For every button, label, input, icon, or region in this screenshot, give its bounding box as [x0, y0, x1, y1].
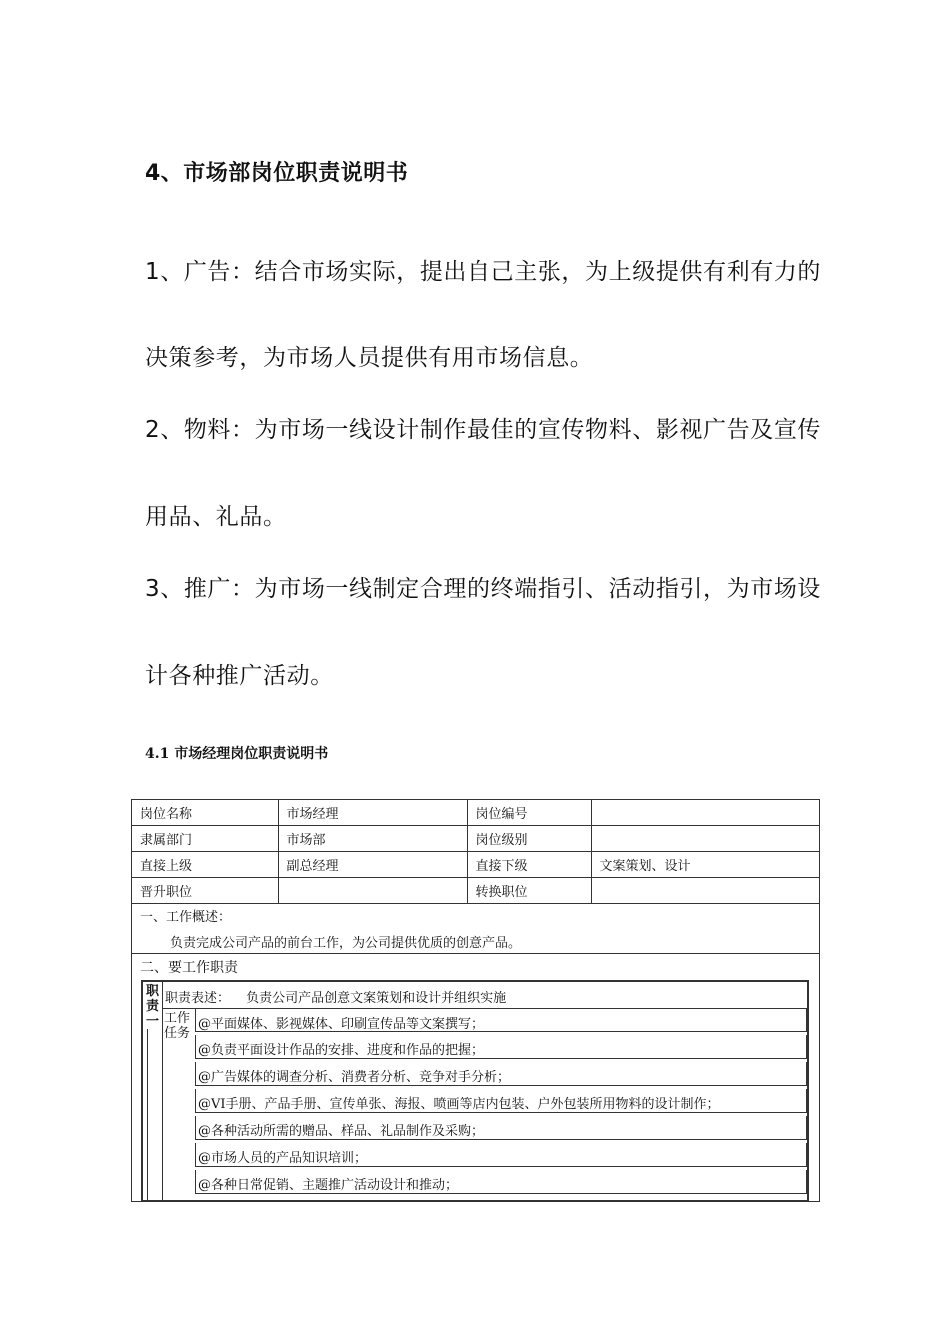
field-label: 直接下级: [467, 852, 591, 878]
duty-block: [141, 980, 809, 1202]
duty-desc-label: 职责表述：: [165, 991, 231, 1006]
paragraph-line: 3、推广：为市场一线制定合理的终端指引、活动指引，为市场设: [145, 576, 822, 602]
field-label: 岗位级别: [467, 826, 591, 852]
table-row: [132, 852, 819, 878]
field-label: 岗位编号: [467, 800, 591, 826]
task-item: @负责平面设计作品的安排、进度和作品的把握；: [195, 1035, 807, 1059]
duties-title: 二、要工作职责: [140, 960, 238, 976]
position-info-grid: [132, 800, 819, 904]
field-value: [591, 878, 819, 904]
task-item: @市场人员的产品知识培训；: [195, 1143, 807, 1167]
field-value: 文案策划、设计: [591, 852, 819, 878]
task-item: @平面媒体、影视媒体、印刷宣传品等文案撰写；: [195, 1008, 807, 1032]
field-label: 晋升职位: [132, 878, 278, 904]
overview-title: 一、工作概述：: [140, 910, 232, 925]
duty-tag: 职责一: [143, 982, 163, 1200]
field-value: [278, 878, 467, 904]
paragraph-line: 用品、礼品。: [145, 504, 287, 530]
field-value: [591, 826, 819, 852]
task-item: @各种活动所需的赠品、样品、礼品制作及采购；: [195, 1116, 807, 1140]
table-row: [132, 826, 819, 852]
section-heading: 4、市场部岗位职责说明书: [145, 161, 409, 186]
field-label: 岗位名称: [132, 800, 278, 826]
subsection-heading: 4.1 市场经理岗位职责说明书: [145, 746, 329, 762]
paragraph-line: 2、物料：为市场一线设计制作最佳的宣传物料、影视广告及宣传: [145, 417, 822, 443]
field-value: 市场经理: [278, 800, 467, 826]
task-item: @VI手册、产品手册、宣传单张、海报、喷画等店内包装、户外包装所用物料的设计制作；: [195, 1089, 807, 1113]
field-label: 隶属部门: [132, 826, 278, 852]
task-item: @广告媒体的调查分析、消费者分析、竞争对手分析；: [195, 1062, 807, 1086]
task-item: @各种日常促销、主题推广活动设计和推动；: [195, 1170, 807, 1194]
task-label: 工作任务: [164, 1011, 191, 1041]
overview-body: 负责完成公司产品的前台工作，为公司提供优质的创意产品。: [170, 936, 522, 951]
field-value: 市场部: [278, 826, 467, 852]
field-value: [591, 800, 819, 826]
field-label: 直接上级: [132, 852, 278, 878]
task-list: [195, 1009, 807, 1197]
paragraph-line: 1、广告：结合市场实际，提出自己主张，为上级提供有利有力的: [145, 259, 822, 285]
duty-description: [163, 982, 807, 1009]
tag-divider: [147, 1029, 148, 1200]
job-description-table: [131, 799, 820, 1202]
table-row: [132, 800, 819, 826]
table-row: [132, 878, 819, 904]
work-overview: [132, 902, 819, 954]
field-value: 副总经理: [278, 852, 467, 878]
duty-desc-text: 负责公司产品创意文案策划和设计并组织实施: [246, 991, 507, 1006]
paragraph-line: 决策参考，为市场人员提供有用市场信息。: [145, 345, 594, 371]
paragraph-line: 计各种推广活动。: [145, 663, 334, 689]
field-label: 转换职位: [467, 878, 591, 904]
